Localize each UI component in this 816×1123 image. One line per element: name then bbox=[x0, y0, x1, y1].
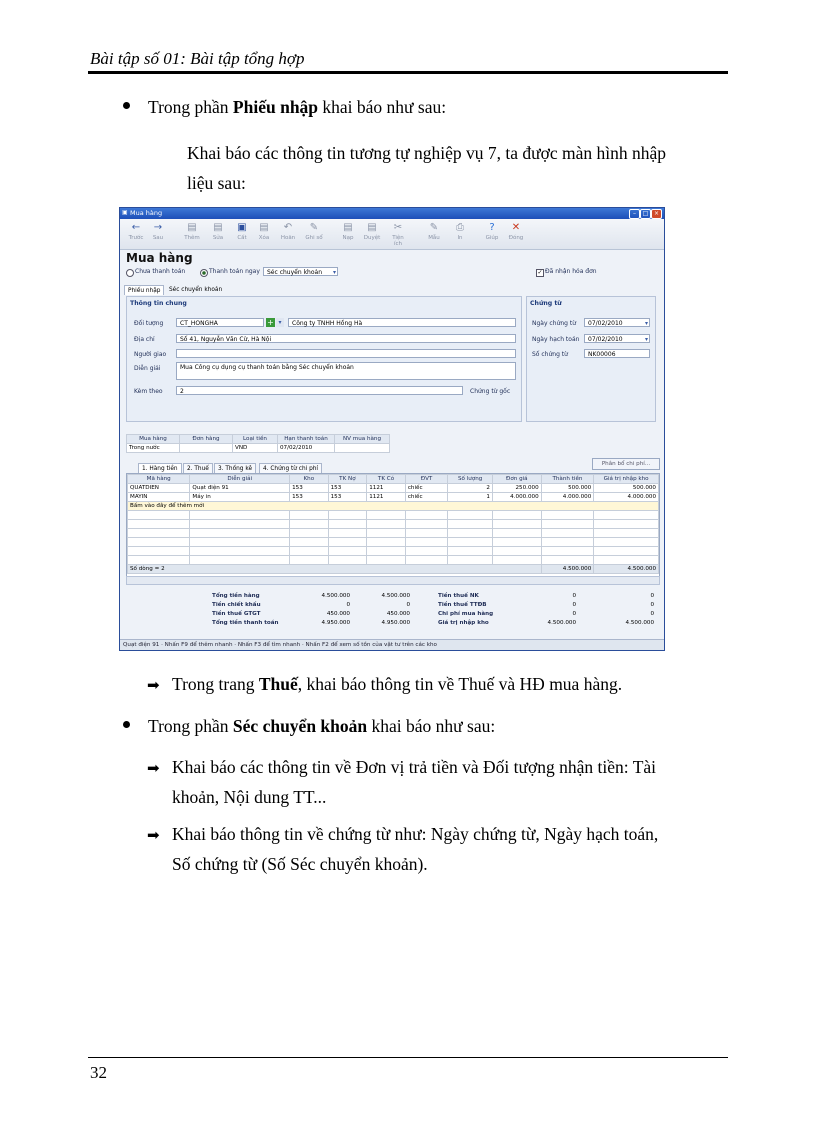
ngayhachtoan-label: Ngày hạch toán bbox=[532, 336, 580, 343]
diengiai-input[interactable]: Mua Công cụ dụng cụ thanh toán bằng Séc chuyển khoản bbox=[176, 362, 516, 380]
doituong-name-input[interactable]: Công ty TNHH Hồng Hà bbox=[288, 318, 516, 327]
toolbar-label: Xóa bbox=[258, 235, 270, 241]
paragraph-1-line-1: Khai báo các thông tin tương tự nghiệp vụ 7, ta được màn hình nhập bbox=[187, 143, 667, 163]
totals-left-col1-2: 450.000 bbox=[326, 611, 350, 617]
back-icon: ← bbox=[131, 222, 141, 233]
window-close-icon[interactable]: × bbox=[651, 209, 662, 219]
radio-unpaid-label: Chưa thanh toán bbox=[135, 268, 186, 275]
purchase-info-grid bbox=[126, 434, 390, 453]
grid-cell[interactable]: 2 bbox=[448, 484, 493, 493]
tab-phieu-nhap[interactable]: Phiếu nhập bbox=[124, 285, 164, 295]
totals-left-labels-1: Tiền chiết khấu bbox=[212, 602, 261, 608]
toolbar-button-6[interactable] bbox=[278, 222, 298, 241]
voucher-title: Chứng từ bbox=[530, 300, 562, 307]
totals-right-labels-1: Tiền thuế TTĐB bbox=[438, 602, 487, 608]
form-title: Mua hàng bbox=[126, 251, 193, 265]
detail-grid-area bbox=[126, 473, 660, 577]
grid-cell[interactable]: 153 bbox=[290, 484, 329, 493]
totals-right-col2-2: 0 bbox=[650, 611, 654, 617]
toolbar-label: Đóng bbox=[508, 235, 524, 241]
arrow-1-bold: Thuế bbox=[258, 674, 298, 694]
add-icon[interactable]: + bbox=[267, 318, 274, 327]
grid-cell[interactable]: 1121 bbox=[367, 493, 406, 502]
grid-header: Kho bbox=[290, 475, 329, 484]
edit-icon: ▤ bbox=[213, 222, 223, 233]
tab-sec-chuyen-khoan[interactable]: Séc chuyển khoản bbox=[169, 287, 223, 293]
ngayhachtoan-input[interactable] bbox=[584, 334, 650, 343]
tab-hang-tien[interactable]: 1. Hàng tiền bbox=[138, 463, 182, 473]
bullet-2-text bbox=[148, 711, 495, 741]
toolbar-label: Sau bbox=[152, 235, 164, 241]
bullet-1-text bbox=[148, 92, 446, 122]
toolbar-button-13[interactable] bbox=[482, 222, 502, 241]
footer-rule bbox=[88, 1057, 728, 1058]
load-icon: ▤ bbox=[343, 222, 353, 233]
grid-header: Số lượng bbox=[448, 475, 493, 484]
toolbar-label: Ghi sổ bbox=[305, 235, 323, 241]
toolbar-button-2[interactable] bbox=[182, 222, 202, 241]
utility-icon: ✂ bbox=[393, 222, 403, 233]
status-bar: Quạt điện 91 · Nhấn F9 để thêm nhanh · Nhấn F3 để tìm nhanh · Nhấn F2 để xem số tồn của vật tư trên các kho bbox=[120, 639, 664, 650]
bullet-1-prefix: Trong phần bbox=[148, 97, 233, 117]
list-icon: ▤ bbox=[367, 222, 377, 233]
purchase-header: Đơn hàng bbox=[180, 435, 233, 444]
payment-method-select[interactable] bbox=[263, 267, 338, 276]
close-icon: ✕ bbox=[511, 222, 521, 233]
received-invoice-checkbox[interactable]: ✓ bbox=[537, 269, 543, 276]
horizontal-scrollbar[interactable] bbox=[126, 576, 660, 585]
toolbar-button-5[interactable] bbox=[254, 222, 274, 241]
grid-cell[interactable]: 1121 bbox=[367, 484, 406, 493]
doituong-input[interactable]: CT_HONGHA bbox=[176, 318, 264, 327]
toolbar-button-14[interactable] bbox=[506, 222, 526, 241]
toolbar-button-10[interactable] bbox=[388, 222, 408, 247]
ngaychungtu-label: Ngày chứng từ bbox=[532, 320, 577, 327]
grid-cell[interactable]: 500.000 bbox=[541, 484, 594, 493]
totals-right-labels-3: Giá trị nhập kho bbox=[438, 620, 489, 626]
page-header-title: Bài tập số 01: Bài tập tổng hợp bbox=[90, 49, 305, 68]
totals-left-col1-3: 4.950.000 bbox=[321, 620, 350, 626]
toolbar-label: Sửa bbox=[212, 235, 224, 241]
new-row[interactable] bbox=[128, 502, 659, 511]
radio-paid[interactable] bbox=[200, 269, 208, 277]
totals-right-col1-3: 4.500.000 bbox=[547, 620, 576, 626]
bullet-2-bold: Séc chuyển khoản bbox=[232, 716, 368, 736]
grid-header: Diễn giải bbox=[190, 475, 290, 484]
paragraph-1-line-2: liệu sau: bbox=[187, 173, 246, 193]
purchase-window-screenshot bbox=[119, 207, 665, 651]
grid-header: Giá trị nhập kho bbox=[594, 475, 659, 484]
toolbar-label: Nạp bbox=[342, 235, 354, 241]
payment-method-value: Séc chuyển khoản bbox=[267, 269, 322, 276]
totals-right-col1-2: 0 bbox=[572, 611, 576, 617]
grid-cell[interactable]: MAYIN bbox=[128, 493, 190, 502]
grid-cell[interactable]: 153 bbox=[290, 493, 329, 502]
general-info-title: Thông tin chung bbox=[130, 300, 187, 307]
tab-thue[interactable]: 2. Thuế bbox=[183, 463, 213, 473]
grid-cell[interactable]: chiếc bbox=[405, 484, 448, 493]
forward-icon: → bbox=[153, 222, 163, 233]
totals-left-col2-0: 4.500.000 bbox=[381, 593, 410, 599]
diachi-input[interactable]: Số 41, Nguyễn Văn Cừ, Hà Nội bbox=[176, 334, 516, 343]
totals-right-col2-3: 4.500.000 bbox=[625, 620, 654, 626]
toolbar-button-11[interactable] bbox=[424, 222, 444, 241]
arrow-right-icon: ➡ bbox=[147, 759, 160, 777]
arrow-right-icon: ➡ bbox=[147, 676, 160, 694]
template-icon: ✎ bbox=[429, 222, 439, 233]
table-row[interactable] bbox=[128, 484, 659, 493]
chevron-down-icon: ▾ bbox=[332, 269, 336, 276]
undo-icon: ↶ bbox=[283, 222, 293, 233]
doituong-label: Đối tượng bbox=[134, 320, 164, 327]
ngayhachtoan-value: 07/02/2010 bbox=[588, 336, 623, 343]
chungtugoc-label: Chứng từ gốc bbox=[470, 388, 511, 395]
toolbar-label: Thêm bbox=[184, 235, 200, 241]
purchase-cell[interactable] bbox=[180, 444, 233, 453]
chevron-down-icon[interactable]: ▾ bbox=[276, 318, 284, 327]
grid-cell[interactable]: 1 bbox=[448, 493, 493, 502]
grid-cell[interactable]: QUATDIEN bbox=[128, 484, 190, 493]
radio-unpaid[interactable] bbox=[126, 269, 134, 277]
add-icon: ▤ bbox=[187, 222, 197, 233]
totals-left-col1-1: 0 bbox=[346, 602, 350, 608]
diachi-label: Địa chỉ bbox=[134, 336, 155, 343]
toolbar-button-3[interactable] bbox=[208, 222, 228, 241]
purchase-header: Hạn thanh toán bbox=[278, 435, 335, 444]
minimize-icon[interactable]: – bbox=[629, 209, 640, 219]
header-rule bbox=[88, 71, 728, 74]
purchase-cell[interactable]: 07/02/2010 bbox=[278, 444, 335, 453]
totals-left-labels-2: Tiền thuế GTGT bbox=[212, 611, 261, 617]
totals-left-col2-3: 4.950.000 bbox=[381, 620, 410, 626]
sum-value: 4.500.000 bbox=[594, 565, 659, 574]
diengiai-label: Diễn giải bbox=[134, 365, 161, 372]
window-title: Mua hàng bbox=[130, 209, 163, 217]
grid-cell[interactable]: 4.000.000 bbox=[594, 493, 659, 502]
chevron-down-icon: ▾ bbox=[644, 320, 648, 327]
grid-cell[interactable]: 250.000 bbox=[492, 484, 541, 493]
page-number: 32 bbox=[90, 1063, 107, 1082]
arrow-right-icon: ➡ bbox=[147, 826, 160, 844]
summary-row bbox=[128, 565, 659, 574]
totals-right-labels-2: Chi phí mua hàng bbox=[438, 611, 494, 617]
radio-paid-label: Thanh toán ngay bbox=[209, 268, 260, 275]
toolbar-button-0[interactable] bbox=[126, 222, 146, 241]
sochungtu-label: Số chứng từ bbox=[532, 351, 568, 358]
window-app-icon: ▣ bbox=[122, 209, 128, 216]
grid-cell[interactable]: chiếc bbox=[405, 493, 448, 502]
maximize-icon[interactable]: □ bbox=[640, 209, 651, 219]
help-icon: ? bbox=[489, 222, 495, 233]
toolbar-label: Trước bbox=[128, 235, 144, 241]
arrow-3-line-2: Số chứng từ (Số Séc chuyển khoản). bbox=[172, 854, 428, 874]
arrow-2-line-1: Khai báo các thông tin về Đơn vị trả tiền và Đối tượng nhận tiền: Tài bbox=[172, 757, 657, 777]
window-titlebar bbox=[120, 208, 664, 219]
received-invoice-label: Đã nhận hóa đơn bbox=[545, 268, 597, 275]
bullet bbox=[123, 721, 130, 728]
grid-cell[interactable]: Quạt điện 91 bbox=[190, 484, 290, 493]
totals-left-labels-3: Tổng tiền thanh toán bbox=[212, 620, 279, 626]
toolbar-label: Mẫu bbox=[428, 235, 440, 241]
purchase-header: Mua hàng bbox=[127, 435, 180, 444]
arrow-3-line-1: Khai báo thông tin về chứng từ như: Ngày chứng từ, Ngày hạch toán, bbox=[172, 824, 659, 844]
sochungtu-input[interactable]: NK00006 bbox=[584, 349, 650, 358]
nguoigiao-input[interactable] bbox=[176, 349, 516, 358]
toolbar-label: Cất bbox=[237, 235, 247, 241]
grid-header: ĐVT bbox=[405, 475, 448, 484]
toolbar-label: Hoãn bbox=[280, 235, 296, 241]
purchase-cell[interactable] bbox=[335, 444, 390, 453]
grid-header: Thành tiền bbox=[541, 475, 594, 484]
totals-left-labels-0: Tổng tiền hàng bbox=[212, 593, 260, 599]
tab-chung-tu-chi-phi[interactable]: 4. Chứng từ chi phí bbox=[259, 463, 322, 473]
grid-cell[interactable]: 153 bbox=[328, 493, 367, 502]
allocate-cost-button[interactable]: Phân bổ chi phí... bbox=[592, 458, 660, 470]
purchase-header: NV mua hàng bbox=[335, 435, 390, 444]
ngaychungtu-input[interactable] bbox=[584, 318, 650, 327]
totals-right-col1-0: 0 bbox=[572, 593, 576, 599]
detail-grid bbox=[127, 474, 659, 574]
kemtheo-input[interactable]: 2 bbox=[176, 386, 463, 395]
arrow-2-line-2: khoản, Nội dung TT... bbox=[172, 787, 327, 807]
voucher-group bbox=[526, 296, 656, 422]
totals-left-col1-0: 4.500.000 bbox=[321, 593, 350, 599]
arrow-1-prefix: Trong trang bbox=[172, 674, 259, 694]
purchase-header: Loại tiền bbox=[233, 435, 278, 444]
grid-cell[interactable]: 153 bbox=[328, 484, 367, 493]
totals-panel bbox=[120, 591, 664, 637]
toolbar-label: Duyệt bbox=[363, 235, 381, 241]
toolbar-button-7[interactable] bbox=[304, 222, 324, 241]
totals-right-col1-1: 0 bbox=[572, 602, 576, 608]
grid-header: TK Có bbox=[367, 475, 406, 484]
write-icon: ✎ bbox=[309, 222, 319, 233]
save-icon: ▣ bbox=[237, 222, 247, 233]
toolbar-button-9[interactable] bbox=[362, 222, 382, 241]
bullet-1-bold: Phiếu nhập bbox=[232, 97, 319, 117]
new-row-hint[interactable]: Bấm vào đây để thêm mới bbox=[128, 502, 659, 511]
toolbar-label: Tiện ích bbox=[392, 235, 404, 247]
delete-icon: ▤ bbox=[259, 222, 269, 233]
totals-right-col2-0: 0 bbox=[650, 593, 654, 599]
toolbar-button-8[interactable] bbox=[338, 222, 358, 241]
table-row[interactable] bbox=[128, 493, 659, 502]
toolbar-button-4[interactable] bbox=[232, 222, 252, 241]
totals-right-col2-1: 0 bbox=[650, 602, 654, 608]
totals-right-labels-0: Tiền thuế NK bbox=[438, 593, 479, 599]
toolbar bbox=[120, 219, 664, 250]
grid-header: TK Nợ bbox=[328, 475, 367, 484]
totals-left-col2-2: 450.000 bbox=[386, 611, 410, 617]
purchase-cell[interactable]: VND bbox=[233, 444, 278, 453]
grid-cell[interactable]: Máy in bbox=[190, 493, 290, 502]
bullet-2-prefix: Trong phần bbox=[148, 716, 233, 736]
toolbar-button-1[interactable] bbox=[148, 222, 168, 241]
grid-header: Đơn giá bbox=[492, 475, 541, 484]
chevron-down-icon: ▾ bbox=[644, 336, 648, 343]
bullet bbox=[123, 102, 130, 109]
row-count: Số dòng = 2 bbox=[128, 565, 542, 574]
tab-thong-ke[interactable]: 3. Thống kê bbox=[214, 463, 256, 473]
general-info-group bbox=[126, 296, 522, 422]
grid-cell[interactable]: 4.000.000 bbox=[492, 493, 541, 502]
toolbar-label: Giúp bbox=[485, 235, 499, 241]
print-icon: ⎙ bbox=[456, 222, 464, 233]
ngaychungtu-value: 07/02/2010 bbox=[588, 320, 623, 327]
toolbar-label: In bbox=[457, 235, 463, 241]
arrow-1-text bbox=[172, 669, 622, 699]
grid-header: Mã hàng bbox=[128, 475, 190, 484]
sum-amount: 4.500.000 bbox=[541, 565, 594, 574]
bullet-2-suffix: khai báo như sau: bbox=[367, 716, 496, 736]
bullet-1-suffix: khai báo như sau: bbox=[318, 97, 447, 117]
toolbar-button-12[interactable] bbox=[450, 222, 470, 241]
totals-left-col2-1: 0 bbox=[406, 602, 410, 608]
arrow-1-suffix: , khai báo thông tin về Thuế và HĐ mua hàng. bbox=[297, 674, 623, 694]
kemtheo-label: Kèm theo bbox=[134, 388, 163, 395]
grid-cell[interactable]: 4.000.000 bbox=[541, 493, 594, 502]
grid-cell[interactable]: 500.000 bbox=[594, 484, 659, 493]
nguoigiao-label: Người giao bbox=[134, 351, 167, 358]
purchase-cell[interactable]: Trong nước bbox=[127, 444, 180, 453]
